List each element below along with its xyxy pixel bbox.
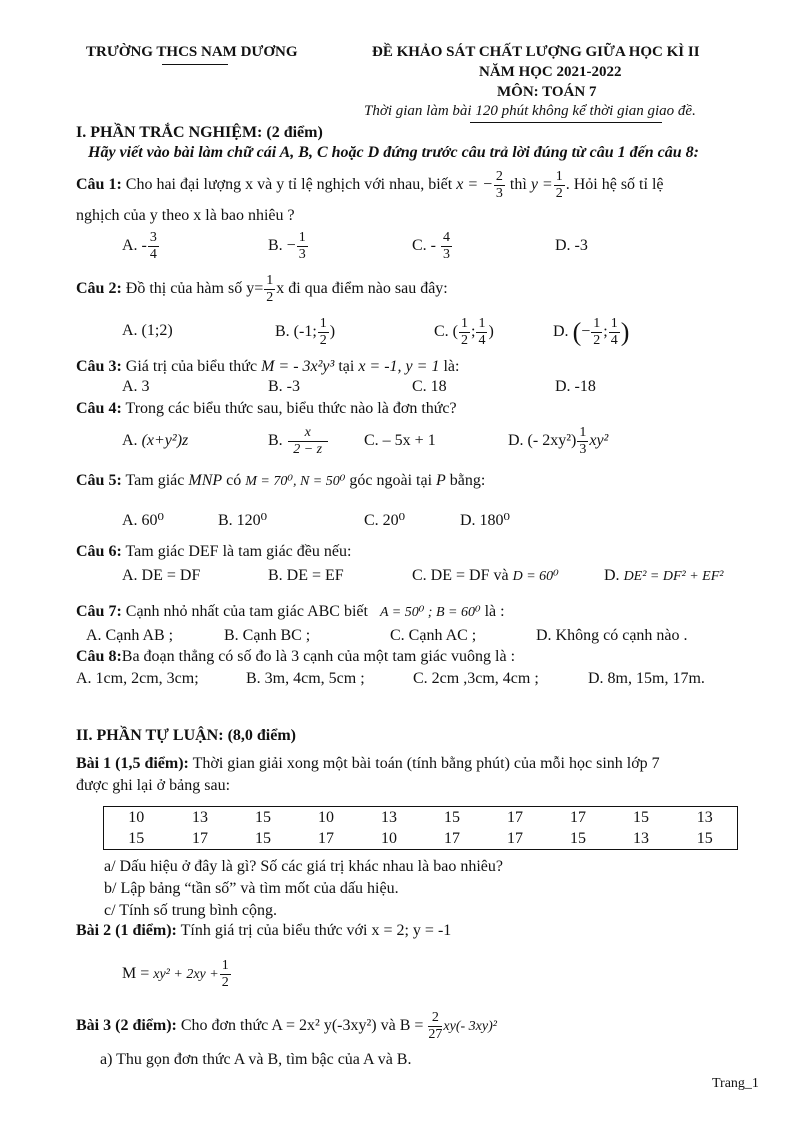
q1-option-c: C. - $\frac{4}{3}$: [412, 229, 450, 262]
part1-title: I. PHẦN TRẮC NGHIỆM: (2 điểm): [76, 124, 323, 141]
q8-option-a: A. 1cm, 2cm, 3cm;: [76, 670, 199, 687]
q4-option-b: B. $\frac{x}{2 - z}$: [268, 422, 329, 460]
table-cell: 15: [632, 808, 649, 826]
table-cell: 15: [128, 829, 145, 847]
part2-title: II. PHẦN TỰ LUẬN: (8,0 điểm): [76, 727, 296, 744]
bai3-text: Bài 3 (2 điểm): Cho đơn thức A = 2x² y(-3xy²) và B = $\frac{2}{27}$ xy(- 3xy)²: [76, 1009, 497, 1042]
table-cell: 15: [696, 829, 713, 847]
table-row: [104, 807, 738, 829]
page-number: Trang_1: [712, 1076, 759, 1091]
q1-text: Cho hai đại lượng x và y tỉ lệ nghịch với nhau, biết: [125, 176, 453, 193]
table-cell: 17: [569, 808, 586, 826]
q6-option-d: D. DE² = DF² + EF²: [604, 567, 724, 584]
school-year: NĂM HỌC 2021-2022: [479, 64, 622, 80]
q8-option-c: C. 2cm ,3cm, 4cm ;: [413, 670, 539, 687]
table-cell: 17: [506, 808, 523, 826]
table-row: [104, 828, 738, 850]
school-name: TRƯỜNG THCS NAM DƯƠNG: [86, 44, 298, 60]
q1-y-eq: y =: [530, 176, 553, 193]
table-cell: 15: [569, 829, 586, 847]
bai3-question-a: a) Thu gọn đơn thức A và B, tìm bậc của A và B.: [100, 1051, 412, 1068]
q1-text-b: . Hỏi hệ số tỉ lệ: [565, 176, 664, 193]
table-cell: 10: [380, 829, 397, 847]
q3-option-b: B. -3: [268, 378, 300, 395]
school-underline: [162, 64, 228, 65]
q6-option-c: C. DE = DF và D = 60⁰: [412, 567, 559, 584]
table-cell: 15: [254, 829, 271, 847]
q2-label: Câu 2:: [76, 280, 122, 297]
q1-then: thì: [509, 176, 527, 193]
q5-given-angles: M = 70⁰, N = 50⁰: [245, 474, 346, 489]
table-cell: 17: [506, 829, 523, 847]
q7-option-d: D. Không có cạnh nào .: [536, 627, 688, 644]
q5-option-c: C. 20⁰: [364, 512, 406, 529]
bai1-text-b: được ghi lại ở bảng sau:: [76, 777, 231, 794]
bai1-text: Bài 1 (1,5 điểm): Thời gian giải xong một bài toán (tính bằng phút) của mỗi học sinh lớp 7: [76, 755, 660, 772]
q4-option-d: D. (- 2xy²) $\frac{1}{3}$ xy²: [508, 424, 609, 457]
q4-option-a: A. (x+y²)z: [122, 432, 189, 449]
question-7: Câu 7: Cạnh nhỏ nhất của tam giác ABC biết A = 50⁰ ; B = 60⁰ là :: [76, 603, 505, 620]
bai1-question-a: a/ Dấu hiệu ở đây là gì? Số các giá trị khác nhau là bao nhiêu?: [104, 858, 503, 875]
q2-option-a: A. (1;2): [122, 322, 173, 339]
question-5: Câu 5: Tam giác MNP có M = 70⁰, N = 50⁰ góc ngoài tại P bằng:: [76, 472, 486, 489]
q8-option-b: B. 3m, 4cm, 5cm ;: [246, 670, 365, 687]
table-cell: 13: [696, 808, 713, 826]
q4-option-c: C. – 5x + 1: [364, 432, 436, 449]
q3-option-d: D. -18: [555, 378, 596, 395]
q6-option-a: A. DE = DF: [122, 567, 201, 584]
question-6: Câu 6: Tam giác DEF là tam giác đều nếu:: [76, 543, 352, 560]
data-table: [103, 806, 738, 850]
table-cell: 10: [317, 808, 334, 826]
bai2-text: Bài 2 (1 điểm): Tính giá trị của biểu thức với x = 2; y = -1: [76, 922, 452, 939]
bai1-question-b: b/ Lập bảng “tần số” và tìm mốt của dấu hiệu.: [104, 880, 399, 897]
q2-fraction: $\frac{1}{2}$: [266, 272, 274, 305]
q1-y-fraction: $\frac{1}{2}$: [555, 168, 563, 201]
table-cell: 13: [191, 808, 208, 826]
header-underline: [470, 122, 662, 123]
q3-option-a: A. 3: [122, 378, 150, 395]
q2-option-c: C. ( $\frac{1}{2}$ ; $\frac{1}{4}$ ): [434, 315, 494, 348]
q6-option-b: B. DE = EF: [268, 567, 344, 584]
q7-option-a: A. Cạnh AB ;: [86, 627, 174, 644]
q1-label: Câu 1:: [76, 176, 122, 193]
q8-option-d: D. 8m, 15m, 17m.: [588, 670, 705, 687]
question-2: Câu 2: Đồ thị của hàm số y= $\frac{1}{2}$ x đi qua điểm nào sau đây:: [76, 272, 448, 305]
question-1: [76, 166, 663, 204]
q5-option-b: B. 120⁰: [218, 512, 268, 529]
q7-option-c: C. Cạnh AC ;: [390, 627, 477, 644]
bai1-question-c: c/ Tính số trung bình cộng.: [104, 902, 278, 919]
subject: MÔN: TOÁN 7: [497, 84, 597, 100]
question-8: Câu 8:Ba đoạn thẳng có số đo là 3 cạnh của một tam giác vuông là :: [76, 648, 516, 665]
q1-option-a: A. - $\frac{3}{4}$: [122, 229, 157, 262]
q2-option-d: D. (− $\frac{1}{2}$ ; $\frac{1}{4}$ ): [553, 315, 630, 348]
exam-title: ĐỀ KHẢO SÁT CHẤT LƯỢNG GIỮA HỌC KÌ II: [372, 44, 700, 60]
question-4: Câu 4: Trong các biểu thức sau, biểu thức nào là đơn thức?: [76, 400, 457, 417]
table-cell: 10: [128, 808, 145, 826]
q5-option-a: A. 60⁰: [122, 512, 164, 529]
q1-x-fraction: $\frac{2}{3}$: [495, 168, 503, 201]
table-cell: 13: [632, 829, 649, 847]
q2-option-b: B. (-1; $\frac{1}{2}$ ): [275, 315, 336, 348]
table-cell: 17: [317, 829, 334, 847]
q3-expression: M = - 3x²y³: [261, 358, 335, 375]
q3-option-c: C. 18: [412, 378, 447, 395]
table-cell: 13: [380, 808, 397, 826]
q5-option-d: D. 180⁰: [460, 512, 510, 529]
table-cell: 15: [254, 808, 271, 826]
table-cell: 17: [191, 829, 208, 847]
q1-text-c: nghịch của y theo x là bao nhiêu ?: [76, 207, 295, 224]
table-cell: 17: [443, 829, 460, 847]
time-note: Thời gian làm bài 120 phút không kể thời gian giao đề.: [364, 103, 696, 119]
q1-option-d: D. -3: [555, 237, 588, 254]
table-cell: 15: [443, 808, 460, 826]
q7-option-b: B. Cạnh BC ;: [224, 627, 311, 644]
q1-x-eq: x = −: [456, 176, 493, 193]
part1-instruction: Hãy viết vào bài làm chữ cái A, B, C hoặc D đứng trước câu trả lời đúng từ câu 1 đến câu 8:: [88, 144, 699, 161]
q1-option-b: B. − $\frac{1}{3}$: [268, 229, 306, 262]
question-3: Câu 3: Giá trị của biểu thức M = - 3x²y³ tại x = -1, y = 1 là:: [76, 358, 460, 375]
bai2-expression: M = xy² + 2xy + $\frac{1}{2}$: [122, 957, 229, 990]
